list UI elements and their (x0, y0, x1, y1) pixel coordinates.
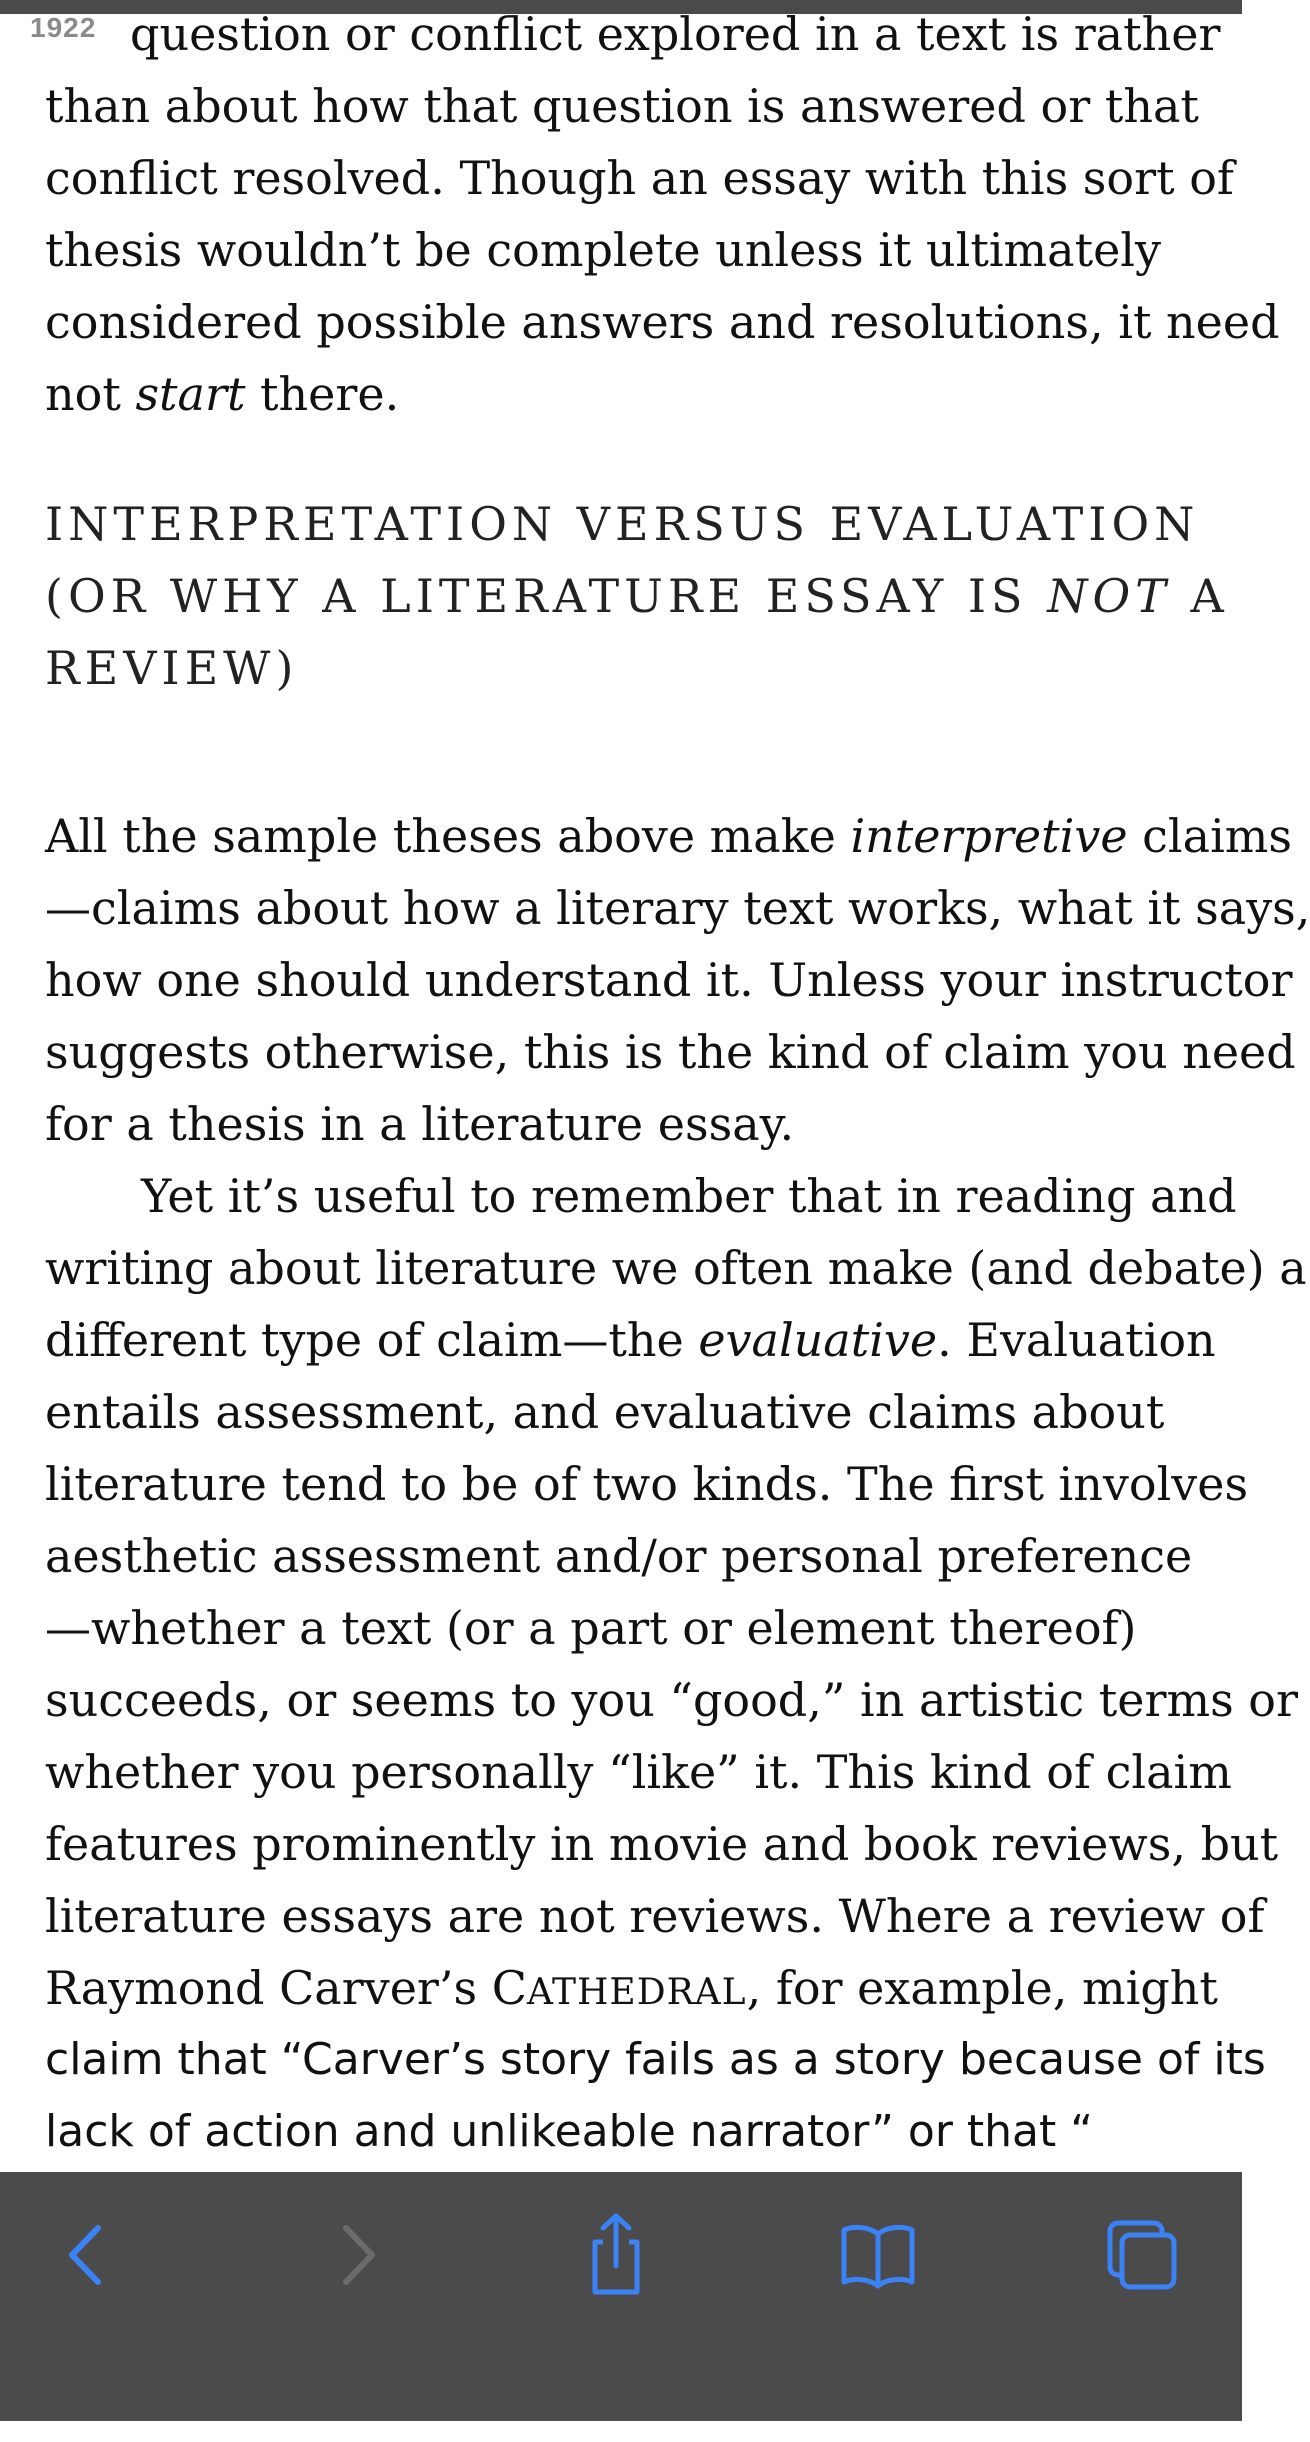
paragraph2-line: suggests otherwise, this is the kind of claim you need (45, 1025, 1296, 1079)
italic-text: interpretive (850, 809, 1128, 863)
small-caps-initial: C (491, 1961, 527, 2015)
paragraph1-line: thesis wouldn’t be complete unless it ultimately (45, 223, 1161, 277)
paragraph2-line: for a thesis in a literature essay. (45, 1097, 795, 1151)
share-button[interactable] (556, 2205, 676, 2305)
bookmarks-button[interactable] (818, 2205, 938, 2305)
section-heading-line: INTERPRETATION VERSUS EVALUATION (45, 497, 1200, 551)
paragraph2-line: —claims about how a literary text works, what it says, (45, 881, 1310, 935)
paragraph1-line: than about how that question is answered or that (45, 79, 1199, 133)
forward-button[interactable] (296, 2205, 416, 2305)
text-span: (OR WHY A LITERATURE ESSAY IS (45, 569, 1048, 623)
text-span: not (45, 367, 136, 421)
paragraph3-line: aesthetic assessment and/or personal preference (45, 1529, 1193, 1583)
paragraph2-line (45, 800, 1292, 872)
paragraph3-line: literature tend to be of two kinds. The first involves (45, 1457, 1249, 1511)
text-span: different type of claim—the (45, 1313, 699, 1367)
text-span: . Evaluation (937, 1313, 1216, 1367)
tabs-button[interactable] (1082, 2205, 1202, 2305)
paragraph3-line: succeeds, or seems to you “good,” in artistic terms or (45, 1673, 1298, 1727)
home-indicator[interactable] (398, 2428, 843, 2442)
tabs-icon (1102, 2215, 1182, 2295)
italic-text: NOT (1047, 569, 1171, 623)
text-span: A (1170, 569, 1229, 623)
text-span: , for example, might (746, 1961, 1218, 2015)
text-span: Raymond Carver’s (45, 1961, 492, 2015)
paragraph1-line: conflict resolved. Though an essay with this sort of (45, 151, 1234, 205)
paragraph2-line: how one should understand it. Unless your instructor (45, 953, 1293, 1007)
paragraph1-last-line (45, 358, 399, 430)
paragraph3-line: lack of action and unlikeable narrator” or that “ (45, 2106, 1094, 2157)
paragraph3-line: features prominently in movie and book reviews, but (45, 1817, 1279, 1871)
share-icon (581, 2210, 651, 2300)
small-caps-title: ATHEDRAL (526, 1972, 747, 2013)
italic-text: evaluative (698, 1313, 938, 1367)
page-number: 1922 (30, 12, 97, 43)
chevron-right-icon (326, 2220, 386, 2290)
paragraph3-line: —whether a text (or a part or element thereof) (45, 1601, 1137, 1655)
paragraph3-line: claim that “Carver’s story fails as a story because of its (45, 2034, 1266, 2085)
back-button[interactable] (28, 2205, 148, 2305)
section-heading-line: REVIEW) (45, 641, 299, 695)
book-icon (838, 2220, 918, 2290)
paragraph3-line: whether you personally “like” it. This kind of claim (45, 1745, 1232, 1799)
paragraph3-line: literature essays are not reviews. Where a review of (45, 1889, 1265, 1943)
text-span: All the sample theses above make (45, 809, 851, 863)
text-span: there. (245, 367, 400, 421)
section-heading-line (45, 560, 1229, 632)
paragraph3-line: Yet it’s useful to remember that in reading and (141, 1169, 1237, 1223)
paragraph1-line: question or conflict explored in a text is rather (130, 7, 1221, 61)
paragraph3-line: writing about literature we often make (and debate) a (45, 1241, 1307, 1295)
paragraph3-line: entails assessment, and evaluative claims about (45, 1385, 1165, 1439)
paragraph3-line (45, 1304, 1216, 1376)
text-span: claims (1127, 809, 1293, 863)
paragraph3-line (45, 1952, 1218, 2029)
paragraph1-line: considered possible answers and resolutions, it need (45, 295, 1280, 349)
italic-text: start (135, 367, 246, 421)
chevron-left-icon (58, 2220, 118, 2290)
